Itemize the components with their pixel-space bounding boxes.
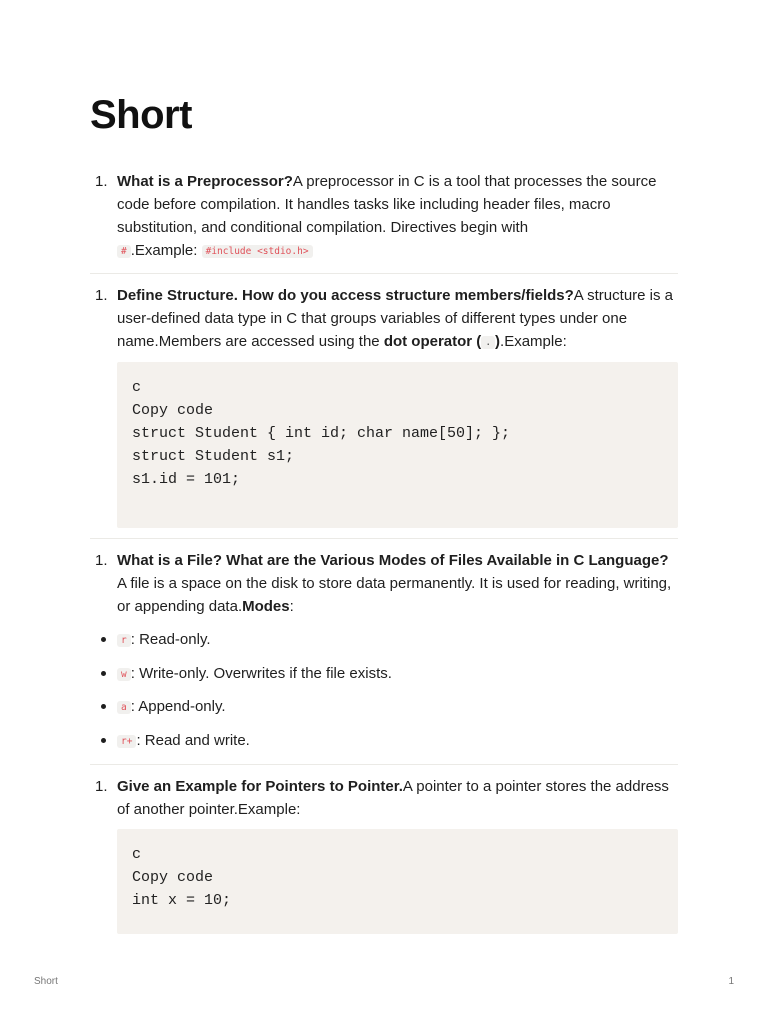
- code-block: [117, 829, 678, 934]
- list-item: [117, 662, 678, 686]
- operator-label: dot operator (: [383, 333, 482, 350]
- code-line: struct Student { int id; char name[50]; };: [132, 425, 511, 442]
- mode-desc: : Read and write.: [136, 731, 250, 749]
- list-item: [117, 729, 678, 753]
- code-line: Copy code: [132, 402, 214, 419]
- list-number: 1.: [95, 287, 108, 304]
- list-number: 1.: [95, 552, 108, 569]
- code-block: [117, 362, 678, 528]
- inline-code: #: [117, 245, 131, 258]
- bullet-icon: [101, 704, 106, 709]
- code-line: int x = 10;: [132, 892, 232, 909]
- answer-body: A structure is a user-defined data type in C that groups variables of different types under one name.Members are accessed using the: [117, 287, 674, 350]
- code-line: struct Student s1;: [132, 448, 295, 465]
- modes-label: Modes: [242, 598, 290, 615]
- answer-body: A preprocessor in C is a tool that processes the source code before compilation. It handles tasks like including header files, macro substitution, and conditional compilation. Directives begin with: [117, 173, 657, 236]
- mode-desc: : Write-only. Overwrites if the file exists.: [130, 664, 392, 682]
- operator-close: ): [495, 333, 501, 350]
- mode-desc: : Read-only.: [130, 631, 211, 648]
- list-number: 1.: [95, 778, 108, 795]
- answer-body: A pointer to a pointer stores the address of another pointer.Example:: [117, 778, 669, 818]
- list-number: 1.: [95, 173, 108, 190]
- modes-list: [90, 628, 678, 753]
- qa-item-file-modes: [90, 539, 678, 765]
- inline-code: r: [117, 634, 131, 647]
- code-line: Copy code: [132, 869, 214, 886]
- example-label: .Example:: [500, 333, 567, 350]
- document-body: [90, 168, 678, 934]
- code-line: s1.id = 101;: [132, 471, 241, 488]
- bullet-icon: [101, 637, 106, 642]
- answer-text: [117, 549, 678, 618]
- mode-desc: : Append-only.: [130, 698, 226, 715]
- bullet-icon: [101, 671, 106, 676]
- qa-item-pointer-to-pointer: [90, 765, 678, 934]
- qa-item-structure: [90, 274, 678, 539]
- question-heading: What is a Preprocessor?: [117, 173, 293, 190]
- answer-text: [117, 775, 678, 821]
- inline-code: .: [481, 336, 495, 349]
- answer-text: [117, 170, 678, 263]
- qa-item-preprocessor: [90, 168, 678, 274]
- code-line: [132, 491, 663, 514]
- question-heading: Define Structure. How do you access structure members/fields?: [117, 287, 574, 304]
- list-item: [117, 628, 678, 652]
- example-label: .Example:: [130, 242, 198, 259]
- list-item: [117, 695, 678, 719]
- modes-colon: :: [289, 598, 294, 615]
- answer-body: A file is a space on the disk to store data permanently. It is used for reading, writing, or appending data.: [117, 575, 672, 615]
- inline-code: a: [117, 701, 131, 714]
- question-heading: What is a File? What are the Various Modes of Files Available in C Language?: [117, 552, 669, 569]
- inline-code: w: [117, 668, 131, 681]
- bullet-icon: [101, 738, 106, 743]
- answer-text: [117, 284, 678, 354]
- page-title: Short: [90, 93, 192, 137]
- code-line: c: [132, 846, 142, 863]
- question-heading: Give an Example for Pointers to Pointer.: [117, 778, 403, 795]
- footer-title: Short: [34, 976, 58, 987]
- inline-code: r+: [117, 735, 136, 748]
- inline-code: #include <stdio.h>: [202, 245, 313, 258]
- page-number: 1: [728, 976, 734, 987]
- code-line: c: [132, 379, 142, 396]
